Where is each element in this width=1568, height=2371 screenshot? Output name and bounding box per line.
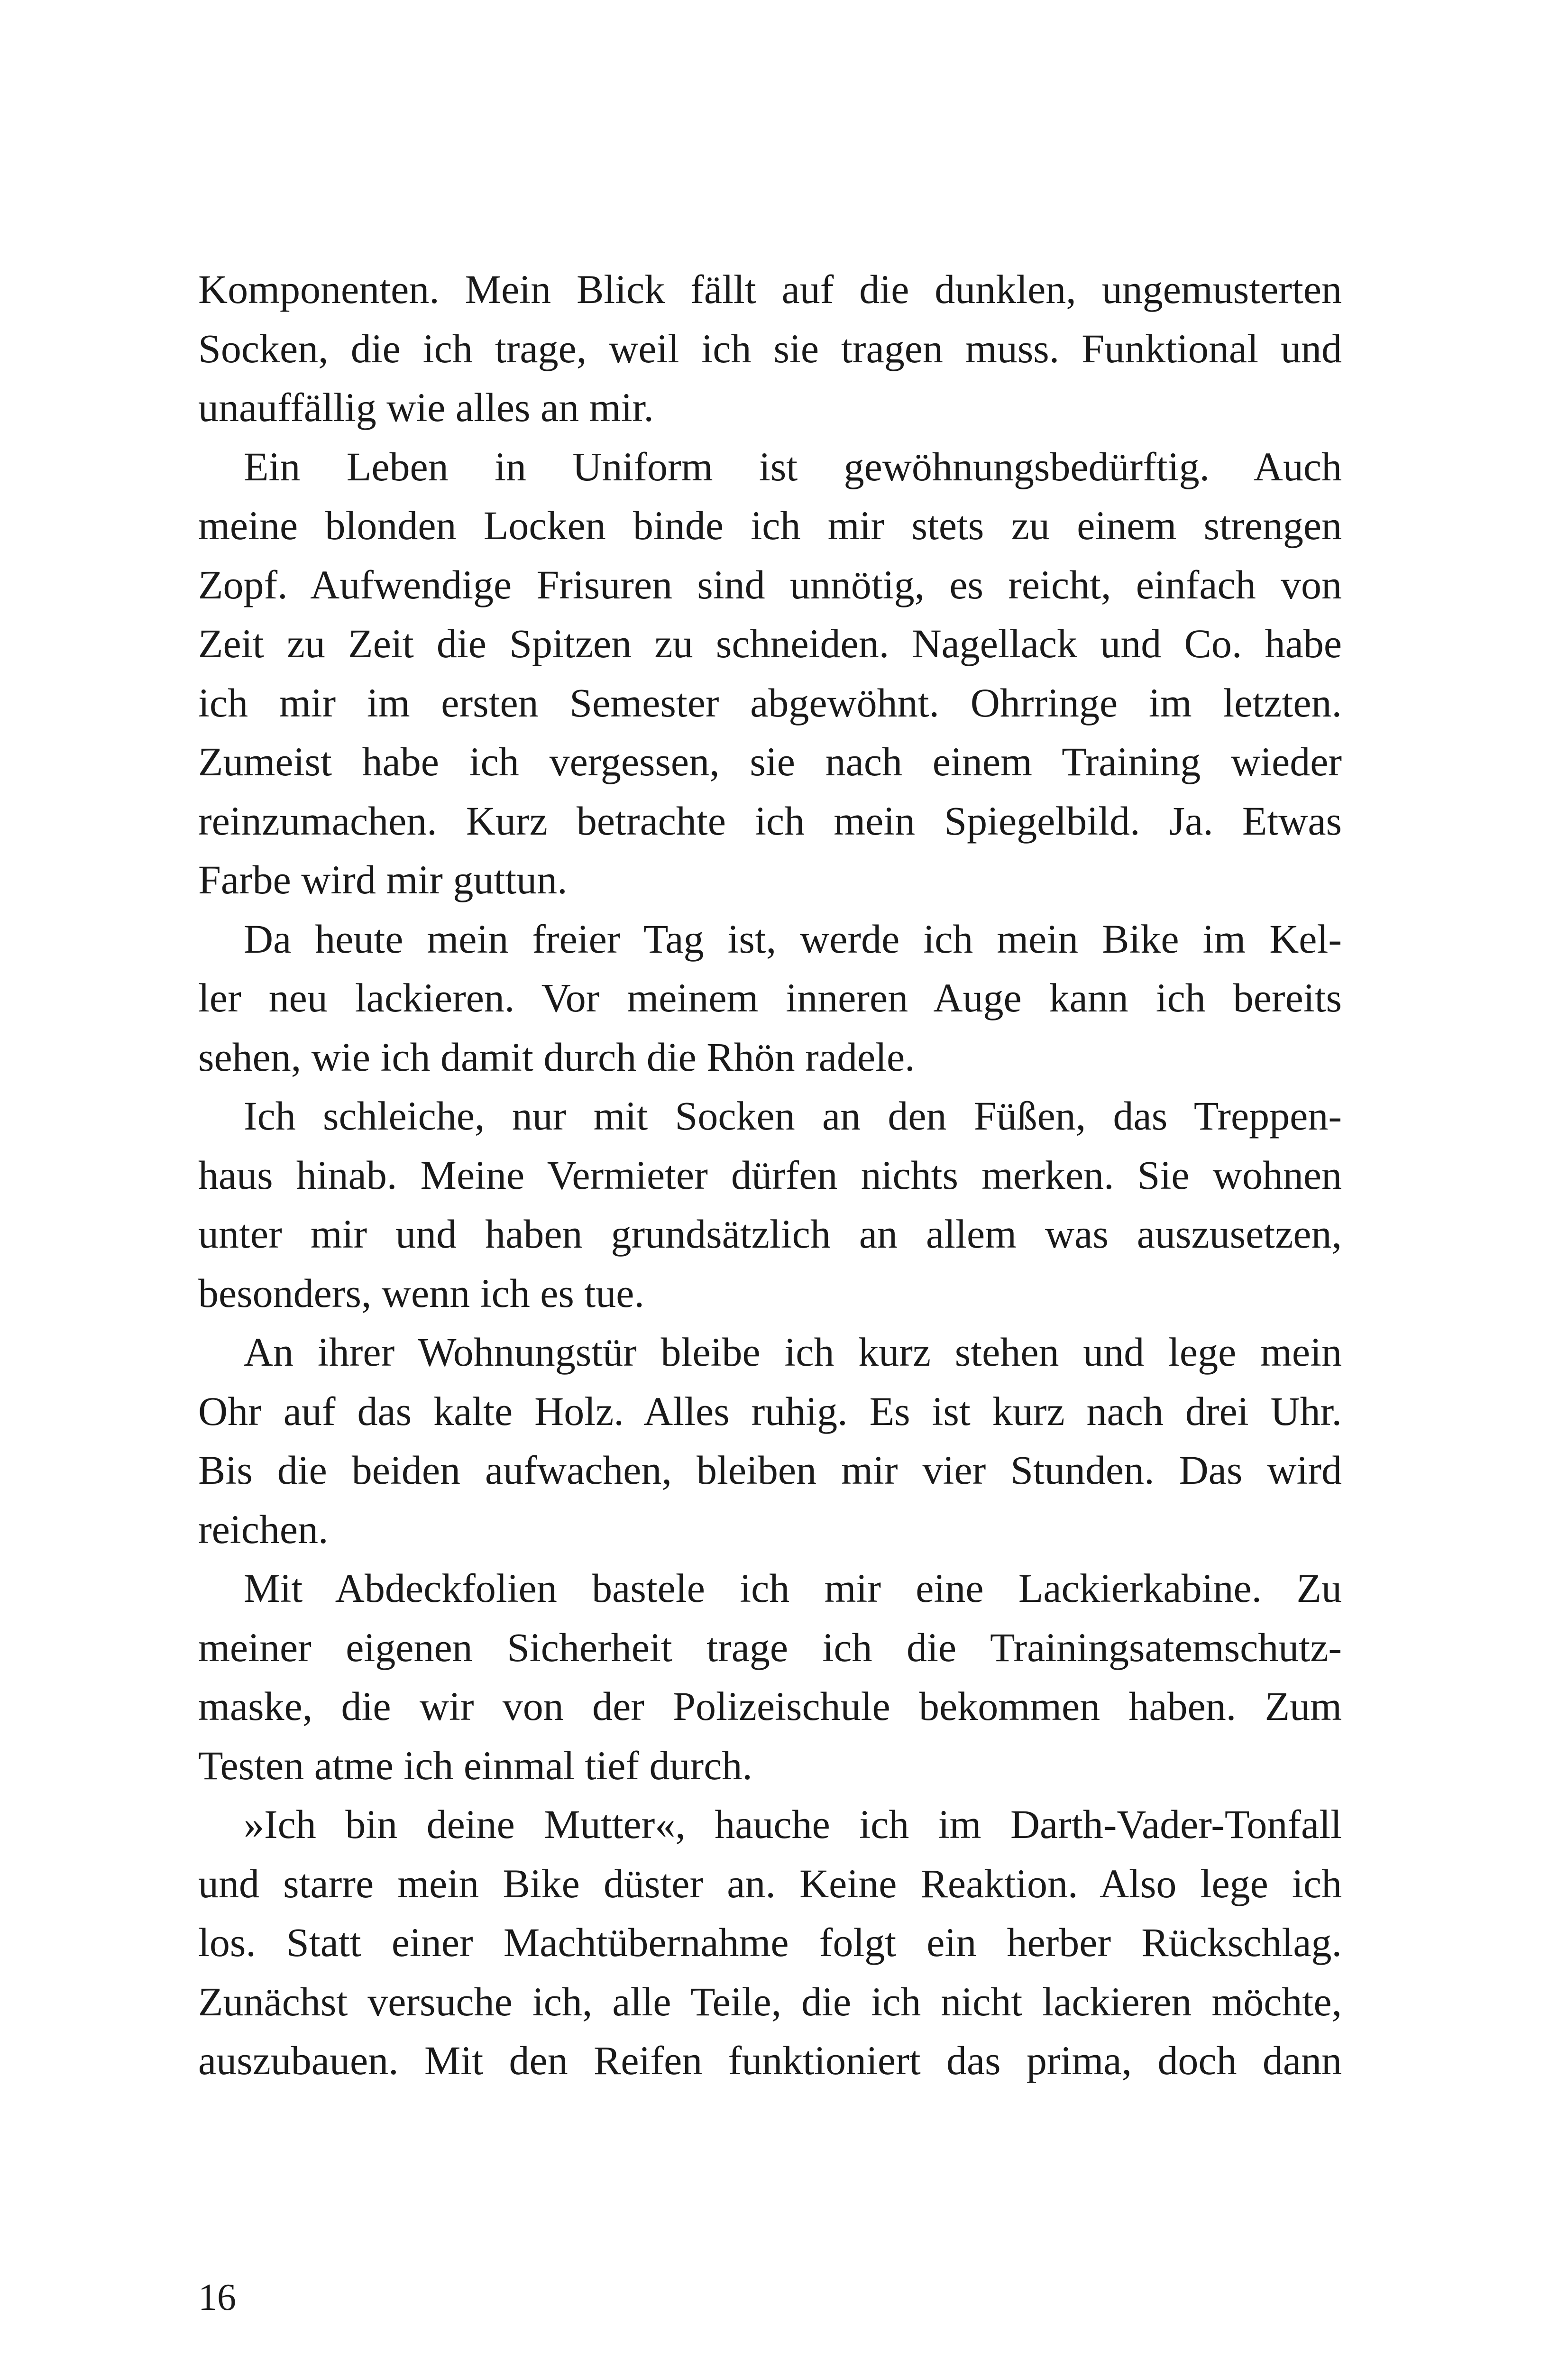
text-line: Ein Leben in Uniform ist gewöhnungsbedürftig. Auch bbox=[244, 443, 1342, 489]
text-line: Zeit zu Zeit die Spitzen zu schneiden. Nagellack und Co. habe bbox=[198, 621, 1342, 666]
text-line: An ihrer Wohnungstür bleibe ich kurz stehen und lege mein bbox=[244, 1329, 1342, 1375]
text-line: ich mir im ersten Semester abgewöhnt. Ohrringe im letzten. bbox=[198, 680, 1342, 726]
text-line: sehen, wie ich damit durch die Rhön radele. bbox=[198, 1034, 915, 1080]
text-line: Zumeist habe ich vergessen, sie nach einem Training wieder bbox=[198, 739, 1342, 784]
body-text bbox=[198, 260, 1342, 2090]
text-line: los. Statt einer Machtübernahme folgt ein herber Rückschlag. bbox=[198, 1920, 1342, 1965]
text-line: haus hinab. Meine Vermieter dürfen nichts merken. Sie wohnen bbox=[198, 1152, 1342, 1198]
text-line: »Ich bin deine Mutter«, hauche ich im Darth-Vader-Tonfall bbox=[244, 1801, 1342, 1847]
text-line: Zopf. Aufwendige Frisuren sind unnötig, es reicht, einfach von bbox=[198, 561, 1342, 607]
text-line: Komponenten. Mein Blick fällt auf die dunklen, ungemusterten bbox=[198, 267, 1342, 312]
text-line: auszubauen. Mit den Reifen funktioniert das prima, doch dann bbox=[198, 2038, 1342, 2083]
text-line: ler neu lackieren. Vor meinem inneren Auge kann ich bereits bbox=[198, 975, 1342, 1020]
page-number: 16 bbox=[198, 2277, 236, 2318]
text-line: maske, die wir von der Polizeischule bekommen haben. Zum bbox=[198, 1683, 1342, 1729]
text-line: Ohr auf das kalte Holz. Alles ruhig. Es ist kurz nach drei Uhr. bbox=[198, 1388, 1342, 1434]
text-line: unter mir und haben grundsätzlich an allem was auszusetzen, bbox=[198, 1211, 1342, 1257]
text-line: reinzumachen. Kurz betrachte ich mein Spiegelbild. Ja. Etwas bbox=[198, 798, 1342, 844]
text-line: Zunächst versuche ich, alle Teile, die ich nicht lackieren möchte, bbox=[198, 1978, 1342, 2024]
text-line: besonders, wenn ich es tue. bbox=[198, 1270, 644, 1316]
text-line: unauffällig wie alles an mir. bbox=[198, 385, 654, 430]
text-line: Da heute mein freier Tag ist, werde ich mein Bike im Kel- bbox=[244, 916, 1342, 962]
text-line: Socken, die ich trage, weil ich sie tragen muss. Funktional und bbox=[198, 325, 1342, 371]
text-line: meiner eigenen Sicherheit trage ich die Trainingsatemschutz- bbox=[198, 1624, 1342, 1670]
text-line: und starre mein Bike düster an. Keine Reaktion. Also lege ich bbox=[198, 1860, 1342, 1906]
text-line: reichen. bbox=[198, 1506, 329, 1552]
text-line: Testen atme ich einmal tief durch. bbox=[198, 1742, 752, 1788]
text-line: Mit Abdeckfolien bastele ich mir eine Lackierkabine. Zu bbox=[244, 1565, 1342, 1611]
text-line: meine blonden Locken binde ich mir stets zu einem strengen bbox=[198, 503, 1342, 548]
text-line: Farbe wird mir guttun. bbox=[198, 857, 568, 902]
text-line: Ich schleiche, nur mit Socken an den Füßen, das Treppen- bbox=[244, 1093, 1342, 1139]
text-line: Bis die beiden aufwachen, bleiben mir vier Stunden. Das wird bbox=[198, 1447, 1342, 1493]
